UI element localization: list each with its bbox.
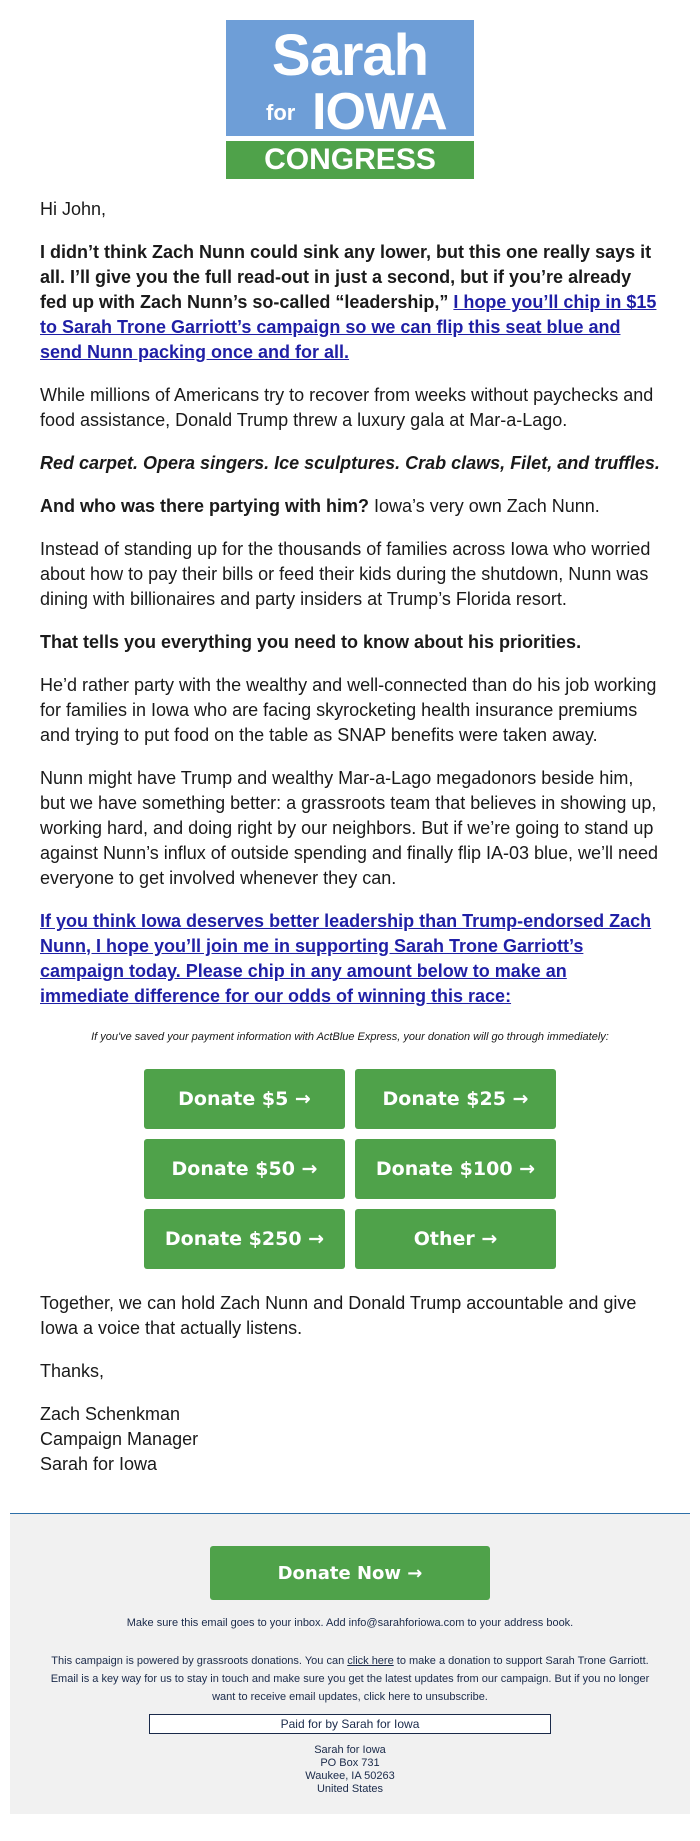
support-cta-link[interactable]: If you think Iowa deserves better leadership than Trump-endorsed Zach Nunn, I hope you’ll join me in supporting Sarah Trone Garriott’s campaign today. Please chip in any amount below to make an immediate difference for our odds of winning this race: [40, 911, 652, 1006]
logo-for-text: for [266, 100, 296, 125]
logo-top-panel [226, 20, 474, 141]
inbox-note: Make sure this email goes to your inbox. Add info@sarahforiowa.com to your address book. [126, 1617, 574, 1629]
chip-in-15-link[interactable]: I hope you’ll chip in $15 to Sarah Trone Garriott’s campaign so we can flip this seat blue and send Nunn packing once and for all. [40, 292, 657, 362]
intro-bold-text: I didn’t think Zach Nunn could sink any lower, but this one really says it all. I’ll give you the full read-out in just a second, but if you’re already fed up with Zach Nunn’s so-called “leadership,” [40, 242, 652, 312]
mailing-address [10, 1744, 690, 1796]
campaign-logo[interactable] [226, 20, 474, 179]
logo-sarah-text: Sarah [271, 23, 429, 88]
paragraph-instead: Instead of standing up for the thousands of families across Iowa who worried about how to pay their bills or feed their kids during the shutdown, Nunn was dining with billionaires and party insiders at Trump’s Florida resort. [40, 539, 651, 609]
thanks-text: Thanks, [40, 1361, 105, 1381]
paragraph-together: Together, we can hold Zach Nunn and Donald Trump accountable and give Iowa a voice that actually listens. [40, 1293, 637, 1338]
address-line: Sarah for Iowa [314, 1744, 386, 1756]
powered-text-1: This campaign is powered by grassroots donations. You can [51, 1655, 348, 1667]
signature-name: Zach Schenkman [40, 1404, 181, 1424]
donate-now-button[interactable]: Donate Now → [210, 1546, 490, 1600]
donate-250-button[interactable]: Donate $250 → [144, 1209, 345, 1269]
donate-50-button[interactable]: Donate $50 → [144, 1139, 345, 1199]
paragraph-red-carpet: Red carpet. Opera singers. Ice sculptures. Crab claws, Filet, and truffles. [40, 453, 660, 473]
intro-paragraph [40, 240, 660, 365]
email-body [0, 197, 700, 1477]
donate-button-grid [144, 1069, 556, 1269]
paragraph-grassroots: Nunn might have Trump and wealthy Mar-a-Lago megadonors beside him, but we have something better: a grassroots team that believes in showing up, working hard, and doing right by our neighbors. But if we’re going to stand up against Nunn’s influx of outside spending and finally flip IA-03 blue, we’ll need everyone to get involved whenever they can. [40, 768, 659, 888]
powered-by-note [10, 1652, 690, 1706]
address-line: PO Box 731 [320, 1757, 380, 1769]
donate-25-button[interactable]: Donate $25 → [355, 1069, 556, 1129]
header [0, 0, 700, 179]
paragraph-partying [40, 494, 660, 519]
donate-click-here-link[interactable]: click here [347, 1655, 394, 1667]
paragraph-party-wealthy: He’d rather party with the wealthy and well-connected than do his job working for families in Iowa who are facing skyrocketing health insurance premiums and trying to put food on the table as SNAP benefits were taken away. [40, 675, 657, 745]
signature-title: Campaign Manager [40, 1429, 199, 1449]
address-line: Waukee, IA 50263 [305, 1770, 395, 1782]
logo-iowa-text: IOWA [312, 83, 447, 141]
actblue-note: If you've saved your payment information with ActBlue Express, your donation will go through immediately: [91, 1031, 609, 1043]
signature [40, 1402, 660, 1477]
signature-org: Sarah for Iowa [40, 1454, 158, 1474]
greeting: Hi John, [40, 199, 107, 219]
footer [10, 1513, 690, 1814]
donate-other-button[interactable]: Other → [355, 1209, 556, 1269]
donate-5-button[interactable]: Donate $5 → [144, 1069, 345, 1129]
powered-text-2: to make a donation to support Sarah Trone Garriott. Email is a key way for us to stay in touch and make sure you get the latest updates from our campaign. But if you no longer want to receive email updates, click here to unsubscribe. [50, 1655, 650, 1703]
paragraph-support-cta [40, 909, 660, 1009]
paid-for-box: Paid for by Sarah for Iowa [149, 1714, 551, 1734]
address-line: United States [316, 1783, 384, 1795]
paragraph-priorities: That tells you everything you need to know about his priorities. [40, 632, 582, 652]
paragraph-gala: While millions of Americans try to recover from weeks without paychecks and food assistance, Donald Trump threw a luxury gala at Mar-a-Lago. [40, 385, 654, 430]
donate-100-button[interactable]: Donate $100 → [355, 1139, 556, 1199]
partying-rest-text: Iowa’s very own Zach Nunn. [369, 496, 600, 516]
partying-bold-text: And who was there partying with him? [40, 496, 370, 516]
logo-congress-banner: CONGRESS [226, 141, 474, 179]
